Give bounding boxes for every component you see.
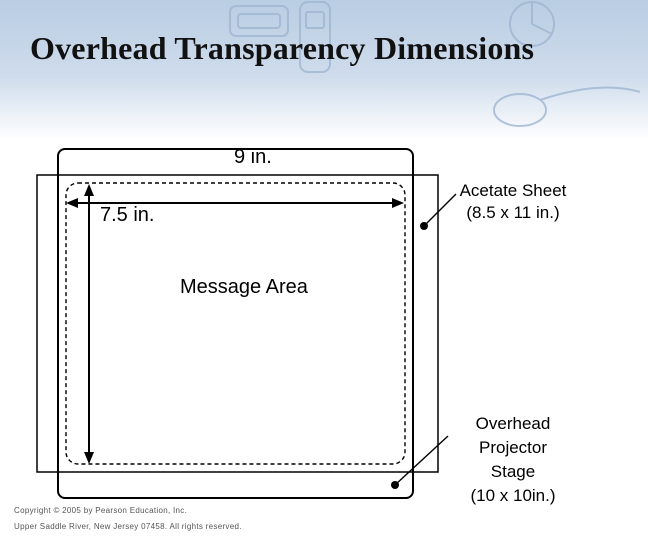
- width-label: 9 in.: [234, 146, 272, 168]
- stage-label-line2: Projector: [478, 438, 548, 457]
- message-area-label: Message Area: [180, 276, 308, 298]
- acetate-label-line2: (8.5 x 11 in.): [466, 203, 560, 222]
- height-label: 7.5 in.: [100, 204, 155, 226]
- projector-stage-outline: [37, 175, 438, 472]
- stage-label-line3: Stage: [490, 462, 536, 481]
- acetate-sheet-outline: [58, 149, 413, 498]
- height-dimension-arrow: [84, 184, 94, 464]
- stage-label-line4: (10 x 10in.): [470, 486, 556, 505]
- acetate-label-line1: Acetate Sheet: [459, 181, 567, 200]
- stage-label-line1: Overhead: [475, 414, 551, 433]
- acetate-sheet-label: [446, 180, 580, 224]
- copyright-line-1: Copyright © 2005 by Pearson Education, Inc.: [14, 506, 188, 515]
- slide-title: Overhead Transparency Dimensions: [30, 30, 535, 66]
- copyright-line-2: Upper Saddle River, New Jersey 07458. All rights reserved.: [14, 522, 242, 531]
- projector-stage-label: [454, 412, 572, 508]
